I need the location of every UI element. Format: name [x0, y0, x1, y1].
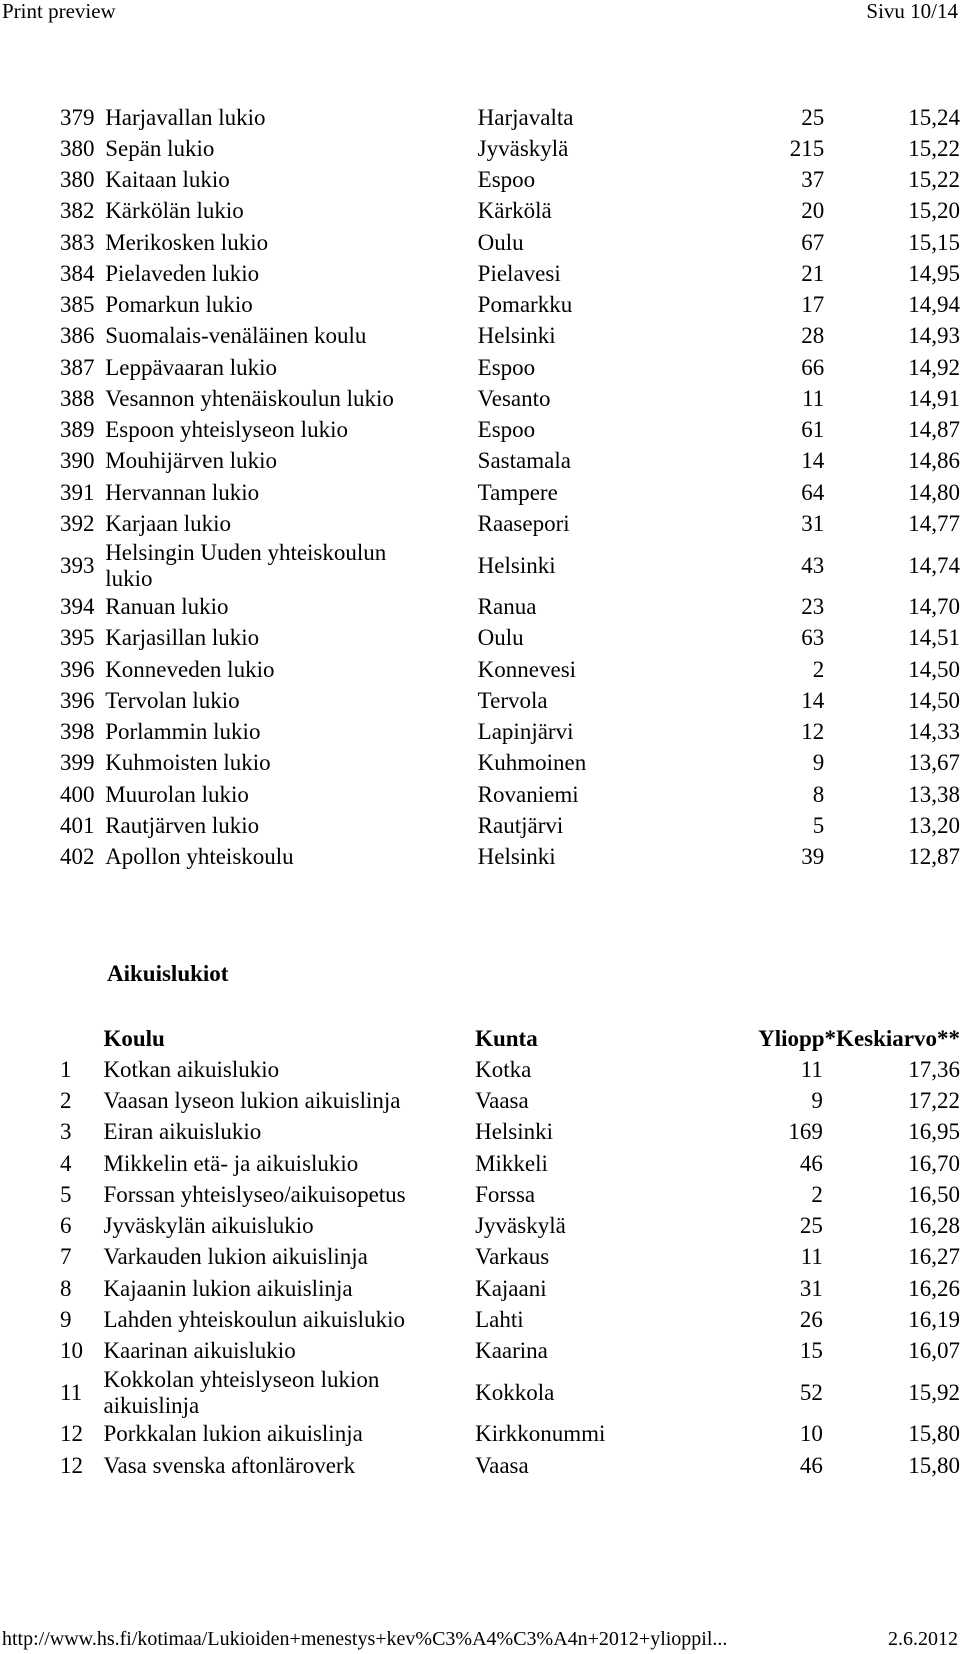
count-cell: 61 [801, 417, 825, 443]
average-cell: 16,95 [908, 1119, 960, 1145]
school-ranking-table [60, 102, 960, 873]
table-row [60, 654, 960, 685]
rank-cell: 386 [60, 323, 95, 349]
table-row [60, 1242, 960, 1273]
count-cell: 64 [801, 479, 825, 505]
city-cell: Helsinki [477, 552, 556, 578]
city-cell: Oulu [477, 229, 524, 255]
count-cell: 215 [789, 135, 825, 161]
rank-cell: 4 [60, 1150, 72, 1176]
average-cell: 16,70 [908, 1150, 960, 1176]
city-cell: Kuhmoinen [477, 750, 587, 776]
adult-schools-table [60, 1023, 960, 1481]
rank-cell: 10 [60, 1338, 83, 1364]
city-cell: Vaasa [475, 1452, 529, 1478]
school-name-cell: Karjasillan lukio [105, 625, 260, 651]
school-header: Koulu [103, 1025, 165, 1051]
city-cell: Jyväskylä [475, 1213, 566, 1239]
school-name-cell: Varkauden lukion aikuislinja [103, 1244, 368, 1270]
school-name-cell: Konneveden lukio [105, 656, 275, 682]
rank-cell: 7 [60, 1244, 72, 1270]
city-cell: Espoo [477, 167, 536, 193]
count-cell: 8 [812, 781, 825, 807]
table-row [60, 779, 960, 810]
average-cell: 13,20 [908, 812, 960, 838]
table-row [60, 748, 960, 779]
count-average-header: Yliopp*Keskiarvo** [758, 1025, 960, 1051]
rank-cell: 6 [60, 1213, 72, 1239]
table-row [60, 102, 960, 133]
table-row [60, 592, 960, 623]
count-cell: 11 [800, 1244, 823, 1270]
count-cell: 11 [802, 385, 825, 411]
city-cell: Kirkkonummi [475, 1421, 606, 1447]
city-cell: Forssa [475, 1181, 536, 1207]
rank-cell: 12 [60, 1421, 83, 1447]
table-row [60, 810, 960, 841]
rank-cell: 384 [60, 260, 95, 286]
table-row [60, 1148, 960, 1179]
average-cell: 14,77 [908, 510, 960, 536]
rank-cell: 395 [60, 625, 95, 651]
rank-header [60, 1023, 103, 1054]
print-date: 2.6.2012 [888, 1628, 958, 1650]
table-row [60, 1117, 960, 1148]
average-cell: 14,51 [908, 625, 960, 651]
city-cell: Sastamala [477, 448, 571, 474]
count-cell: 31 [801, 510, 825, 536]
table-row [60, 290, 960, 321]
table-row [60, 477, 960, 508]
count-cell: 25 [801, 104, 825, 130]
table-row [60, 508, 960, 539]
table-row [60, 685, 960, 716]
average-cell: 12,87 [908, 844, 960, 870]
school-name-cell: Vasa svenska aftonläroverk [103, 1452, 356, 1478]
average-cell: 14,80 [908, 479, 960, 505]
city-header: Kunta [475, 1025, 538, 1051]
count-cell: 39 [801, 844, 825, 870]
count-cell: 25 [799, 1213, 823, 1239]
city-cell: Lahti [475, 1306, 524, 1332]
average-cell: 15,20 [908, 198, 960, 224]
school-name-line-1: Kokkolan yhteislyseon lukion [103, 1366, 380, 1392]
table-row [60, 623, 960, 654]
school-name-line-1: Helsingin Uuden yhteiskoulun [105, 539, 387, 565]
average-cell: 15,22 [908, 167, 960, 193]
school-name-cell: Jyväskylän aikuislukio [103, 1213, 314, 1239]
table-row [60, 415, 960, 446]
print-footer [0, 1628, 960, 1654]
average-cell: 16,27 [908, 1244, 960, 1270]
rank-cell: 390 [60, 448, 95, 474]
rank-cell: 380 [60, 167, 95, 193]
count-cell: 52 [799, 1379, 823, 1405]
table-row [60, 1273, 960, 1304]
table-row [60, 321, 960, 352]
rank-cell: 387 [60, 354, 95, 380]
school-name-cell: Kajaanin lukion aikuislinja [103, 1275, 353, 1301]
count-cell: 46 [799, 1150, 823, 1176]
table-row [60, 133, 960, 164]
rank-cell: 393 [60, 552, 95, 578]
average-cell: 14,95 [908, 260, 960, 286]
count-cell: 14 [801, 448, 825, 474]
average-cell: 16,07 [908, 1338, 960, 1364]
table-row [60, 1179, 960, 1210]
table-row [60, 227, 960, 258]
city-cell: Rovaniemi [477, 781, 579, 807]
average-cell: 17,36 [908, 1056, 960, 1082]
table-row [60, 1086, 960, 1117]
school-name-cell: Forssan yhteislyseo/aikuisopetus [103, 1181, 406, 1207]
city-cell: Konnevesi [477, 656, 577, 682]
school-name-cell [105, 540, 477, 592]
average-cell: 16,19 [908, 1306, 960, 1332]
city-cell: Pomarkku [477, 292, 573, 318]
table-row [60, 842, 960, 873]
city-cell: Helsinki [477, 323, 556, 349]
count-cell: 26 [799, 1306, 823, 1332]
city-cell: Vesanto [477, 385, 551, 411]
city-cell: Oulu [477, 625, 524, 651]
city-cell: Kotka [475, 1056, 532, 1082]
average-cell: 14,50 [908, 656, 960, 682]
rank-cell: 5 [60, 1181, 72, 1207]
city-cell: Kärkölä [477, 198, 552, 224]
rank-cell: 396 [60, 656, 95, 682]
average-cell: 14,92 [908, 354, 960, 380]
school-name-cell: Apollon yhteiskoulu [105, 844, 294, 870]
city-cell: Kajaani [475, 1275, 547, 1301]
city-cell: Espoo [477, 417, 536, 443]
school-name-cell: Harjavallan lukio [105, 104, 266, 130]
rank-cell: 2 [60, 1088, 72, 1114]
average-cell: 15,80 [908, 1421, 960, 1447]
city-cell: Jyväskylä [477, 135, 569, 161]
count-cell: 14 [801, 687, 825, 713]
average-cell: 14,93 [908, 323, 960, 349]
average-cell: 14,94 [908, 292, 960, 318]
table-row [60, 165, 960, 196]
rank-cell: 388 [60, 385, 95, 411]
average-cell: 16,50 [908, 1181, 960, 1207]
city-cell: Helsinki [475, 1119, 554, 1145]
rank-cell: 12 [60, 1452, 83, 1478]
school-name-cell: Kaarinan aikuislukio [103, 1338, 296, 1364]
school-name-cell: Leppävaaran lukio [105, 354, 277, 380]
table-row [60, 352, 960, 383]
rank-cell: 392 [60, 510, 95, 536]
count-cell: 46 [799, 1452, 823, 1478]
rank-cell: 11 [60, 1379, 83, 1405]
print-header [0, 0, 960, 26]
school-name-cell: Mikkelin etä- ja aikuislukio [103, 1150, 359, 1176]
school-name-cell: Ranuan lukio [105, 594, 229, 620]
table-row [60, 1450, 960, 1481]
school-name-cell: Lahden yhteiskoulun aikuislukio [103, 1306, 405, 1332]
rank-cell: 398 [60, 719, 95, 745]
count-cell: 15 [799, 1338, 823, 1364]
table-row [60, 196, 960, 227]
school-name-cell: Sepän lukio [105, 135, 215, 161]
count-cell: 10 [799, 1421, 823, 1447]
count-cell: 23 [801, 594, 825, 620]
count-cell: 5 [812, 812, 825, 838]
school-name-cell: Porkkalan lukion aikuislinja [103, 1421, 363, 1447]
count-cell: 2 [812, 656, 825, 682]
rank-cell: 385 [60, 292, 95, 318]
rank-cell: 3 [60, 1119, 72, 1145]
school-name-cell: Espoon yhteislyseon lukio [105, 417, 348, 443]
city-cell: Helsinki [477, 844, 556, 870]
average-cell: 16,26 [908, 1275, 960, 1301]
school-name-line-2: aikuislinja [103, 1392, 200, 1418]
table-row [60, 258, 960, 289]
count-cell: 169 [788, 1119, 823, 1145]
school-name-cell: Vaasan lyseon lukion aikuislinja [103, 1088, 401, 1114]
adult-schools-heading: Aikuislukiot [107, 961, 229, 986]
rank-cell: 383 [60, 229, 95, 255]
count-cell: 2 [811, 1181, 823, 1207]
table-header-row [60, 1023, 960, 1054]
school-name-cell: Merikosken lukio [105, 229, 269, 255]
average-cell: 14,86 [908, 448, 960, 474]
count-cell: 9 [811, 1088, 823, 1114]
rank-cell: 389 [60, 417, 95, 443]
city-cell: Vaasa [475, 1088, 529, 1114]
average-cell: 14,50 [908, 687, 960, 713]
rank-cell: 9 [60, 1306, 72, 1332]
table-row [60, 1054, 960, 1085]
average-cell: 15,24 [908, 104, 960, 130]
school-name-cell: Muurolan lukio [105, 781, 249, 807]
city-cell: Mikkeli [475, 1150, 548, 1176]
rank-cell: 400 [60, 781, 95, 807]
average-cell: 14,74 [908, 552, 960, 578]
city-cell: Tervola [477, 687, 548, 713]
school-name-cell: Vesannon yhtenäiskoulun lukio [105, 385, 394, 411]
city-cell: Raasepori [477, 510, 570, 536]
average-cell: 14,33 [908, 719, 960, 745]
city-cell: Harjavalta [477, 104, 574, 130]
average-cell: 14,70 [908, 594, 960, 620]
city-cell: Pielavesi [477, 260, 561, 286]
city-cell: Kaarina [475, 1338, 548, 1364]
average-cell: 13,67 [908, 750, 960, 776]
table-row [60, 540, 960, 592]
rank-cell: 391 [60, 479, 95, 505]
rank-cell: 379 [60, 104, 95, 130]
school-name-cell: Porlammin lukio [105, 719, 261, 745]
rank-cell: 8 [60, 1275, 72, 1301]
average-cell: 13,38 [908, 781, 960, 807]
city-cell: Kokkola [475, 1379, 555, 1405]
rank-cell: 1 [60, 1056, 72, 1082]
average-cell: 15,22 [908, 135, 960, 161]
count-cell: 37 [801, 167, 825, 193]
city-cell: Lapinjärvi [477, 719, 574, 745]
count-cell: 28 [801, 323, 825, 349]
school-name-cell: Tervolan lukio [105, 687, 240, 713]
rank-cell: 401 [60, 812, 95, 838]
school-name-cell: Mouhijärven lukio [105, 448, 278, 474]
average-cell: 14,87 [908, 417, 960, 443]
table-row [60, 1336, 960, 1367]
count-cell: 21 [801, 260, 825, 286]
school-name-cell: Suomalais-venäläinen koulu [105, 323, 367, 349]
school-name-cell: Pielaveden lukio [105, 260, 260, 286]
rank-cell: 399 [60, 750, 95, 776]
school-name-cell: Kaitaan lukio [105, 167, 230, 193]
table-row [60, 446, 960, 477]
school-name-line-2: lukio [105, 565, 153, 591]
school-name-cell: Rautjärven lukio [105, 812, 260, 838]
city-cell: Ranua [477, 594, 537, 620]
school-name-cell: Kuhmoisten lukio [105, 750, 271, 776]
count-cell: 17 [801, 292, 825, 318]
rank-cell: 402 [60, 844, 95, 870]
rank-cell: 394 [60, 594, 95, 620]
count-cell: 20 [801, 198, 825, 224]
average-cell: 14,91 [908, 385, 960, 411]
rank-cell: 382 [60, 198, 95, 224]
count-cell: 67 [801, 229, 825, 255]
count-cell: 12 [801, 719, 825, 745]
table-row [60, 717, 960, 748]
average-cell: 15,92 [908, 1379, 960, 1405]
count-cell: 43 [801, 552, 825, 578]
school-name-cell [103, 1367, 475, 1419]
count-cell: 11 [800, 1056, 823, 1082]
count-cell: 31 [799, 1275, 823, 1301]
table-row [60, 1304, 960, 1335]
table-row [60, 383, 960, 414]
source-url: http://www.hs.fi/kotimaa/Lukioiden+menestys+kev%C3%A4%C3%A4n+2012+ylioppil... [2, 1628, 728, 1650]
school-name-cell: Pomarkun lukio [105, 292, 253, 318]
city-cell: Espoo [477, 354, 536, 380]
page-number: Sivu 10/14 [866, 0, 958, 23]
average-cell: 15,15 [908, 229, 960, 255]
table-row [60, 1419, 960, 1450]
count-cell: 66 [801, 354, 825, 380]
city-cell: Rautjärvi [477, 812, 564, 838]
city-cell: Tampere [477, 479, 558, 505]
print-preview-title: Print preview [2, 0, 116, 23]
count-cell: 9 [812, 750, 825, 776]
school-name-cell: Hervannan lukio [105, 479, 260, 505]
table-row [60, 1367, 960, 1419]
school-name-cell: Kotkan aikuislukio [103, 1056, 280, 1082]
average-cell: 17,22 [908, 1088, 960, 1114]
rank-cell: 396 [60, 687, 95, 713]
average-cell: 15,80 [908, 1452, 960, 1478]
rank-cell: 380 [60, 135, 95, 161]
school-name-cell: Kärkölän lukio [105, 198, 244, 224]
school-name-cell: Karjaan lukio [105, 510, 232, 536]
city-cell: Varkaus [475, 1244, 550, 1270]
average-cell: 16,28 [908, 1213, 960, 1239]
table-row [60, 1211, 960, 1242]
school-name-cell: Eiran aikuislukio [103, 1119, 262, 1145]
count-cell: 63 [801, 625, 825, 651]
